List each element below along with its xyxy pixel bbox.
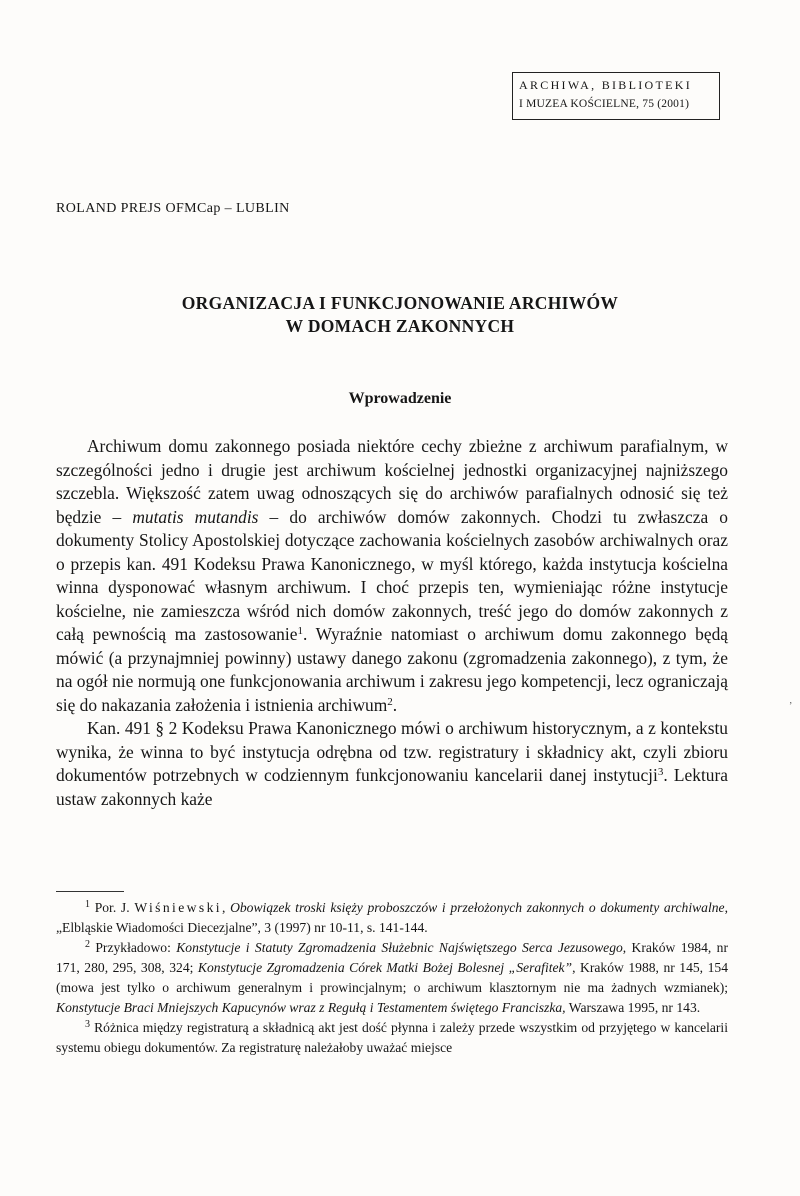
footnote-2-text-a: Przykładowo: (90, 940, 177, 955)
footnote-2-number: 2 (85, 939, 90, 950)
footnote-1-text-a: Por. J. (90, 900, 135, 915)
paragraph-1 (56, 435, 728, 717)
footnote-2-text-b: , Kraków 1984, nr 171, 280, 295, 308, 324; (56, 940, 728, 975)
footnote-ref-3: 3 (657, 766, 664, 778)
author-line: ROLAND PREJS OFMCap – LUBLIN (56, 201, 290, 216)
footnote-3 (56, 1018, 728, 1058)
footnote-2-title-1: Konstytucje i Statuty Zgromadzenia Służebnic Najświętszego Serca Jezusowego (176, 940, 623, 955)
footnote-2-title-2: Konstytucje Zgromadzenia Córek Matki Bożej Bolesnej „Serafitek” (197, 960, 573, 975)
body-text (56, 435, 728, 811)
footnote-1-title: Obowiązek troski księży proboszczów i przełożonych zakonnych o dokumenty archiwalne (230, 900, 725, 915)
journal-header-box (512, 72, 720, 120)
p1-text-b: – do archiwów domów zakonnych. Chodzi tu zwłaszcza o dokumenty Stolicy Apostolskiej dotyczące zachowania kościelnych zasobów archiwalnych oraz o przepis kan. 491 Kodeksu Prawa Kanonicznego, w myśl którego, każda instytucja kościelna winna dysponować własnym archiwum. I choć przepis ten, wymieniając różne instytucje kościelne, nie zamieszcza wśród nich domów zakonnych, treść jego do domów zakonnych z całą pewnością ma zastosowanie (56, 506, 728, 644)
title-line-1: ORGANIZACJA I FUNKCJONOWANIE ARCHIWÓW (181, 293, 619, 313)
paragraph-2 (56, 717, 728, 811)
footnote-2-text-d: Warszawa 1995, nr 143. (565, 1000, 701, 1015)
footnote-1-number: 1 (85, 899, 90, 910)
p1-text-d: . (392, 694, 398, 715)
footnote-ref-2: 2 (387, 695, 393, 708)
p1-text-a: Archiwum domu zakonnego posiada niektóre cechy zbieżne z archiwum parafialnym, w szczególności jedno i drugie jest archiwum kościelnej jednostki organizacyjnej najniższego szczebla. Większość zatem uwag odnoszących się do archiwów parafialnych odnosić się też będzie – (56, 436, 728, 527)
p2-text-a: Kan. 491 § 2 Kodeksu Prawa Kanonicznego mówi o archiwum historycznym, a z kontekstu wynika, że winna to być instytucja odrębna od tzw. registratury i składnicy akt, czyli zbioru dokumentów potrzebnych w codziennym funkcjonowaniu kancelarii danej instytucji (56, 718, 728, 785)
footnotes (56, 898, 728, 1058)
p1-italic-phrase: mutatis mutandis (132, 506, 259, 527)
footnote-2-title-3: Konstytucje Braci Mniejszych Kapucynów wraz z Regułą i Testamentem świętego Franciszka, (56, 1000, 566, 1015)
footnote-2 (56, 938, 728, 1018)
footnote-1-author: Wiśniewski (134, 900, 222, 915)
p1-text-c: . Wyraźnie natomiast o archiwum domu zakonnego będą mówić (a przynajmniej powinny) ustawy danego zakonu (zgromadzenia zakonnego), z tym, że na ogół nie normują one funkcjonowania archiwum i zakresu jego kompetencji, lecz ograniczają się do nakazania założenia i istnienia archiwum (56, 624, 728, 715)
footnote-1-text-b: , (221, 900, 231, 915)
footnote-3-number: 3 (85, 1019, 90, 1030)
scan-mark: ’ (789, 701, 793, 712)
article-title (0, 292, 800, 338)
footnote-divider (56, 891, 124, 892)
journal-issue: I MUZEA KOŚCIELNE, 75 (2001) (519, 98, 690, 110)
footnote-ref-1: 1 (297, 625, 303, 637)
section-heading: Wprowadzenie (348, 390, 452, 407)
p2-text-b: . Lektura ustaw zakonnych każe (56, 765, 728, 809)
title-line-2: W DOMACH ZAKONNYCH (285, 316, 515, 336)
journal-title: ARCHIWA, BIBLIOTEKI (519, 78, 693, 92)
footnote-1 (56, 898, 728, 938)
footnote-1-text-c: , „Elbląskie Wiadomości Diecezjalne”, 3 (1997) nr 10-11, s. 141-144. (56, 900, 728, 935)
footnote-2-text-c: , Kraków 1988, nr 145, 154 (mowa jest tylko o archiwum generalnym i prowincjalnym; o archiwum klasztornym nie ma żadnych wzmianek); (56, 960, 728, 995)
footnote-3-text: Różnica między registraturą a składnicą akt jest dość płynna i zależy przede wszystkim od przyjętego w kancelarii systemu obiegu dokumentów. Za registraturę należałoby uważać miejsce (56, 1020, 728, 1055)
